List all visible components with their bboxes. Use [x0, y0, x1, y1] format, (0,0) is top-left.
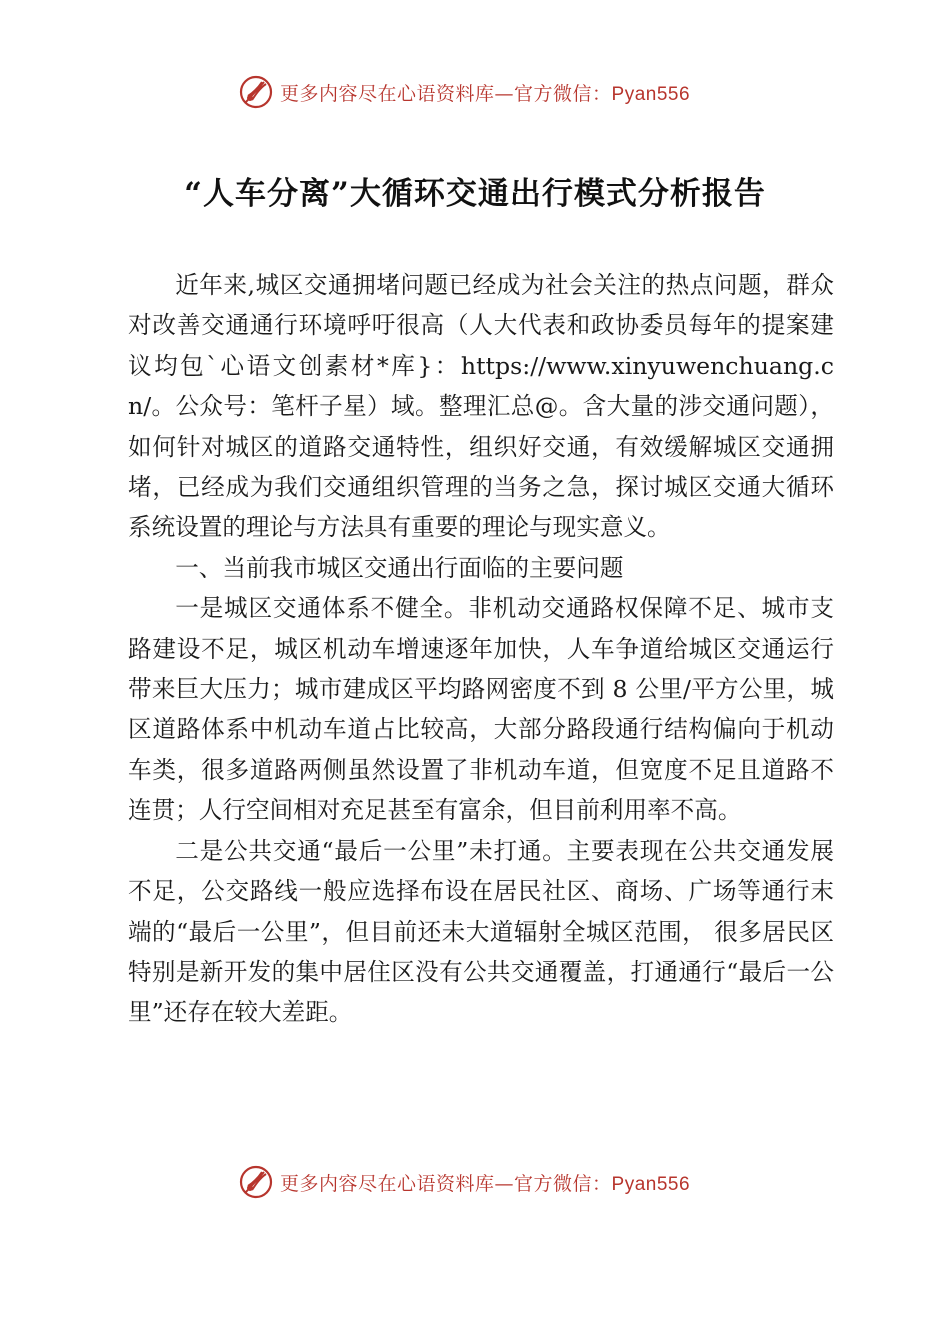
paragraph-intro: 近年来,城区交通拥堵问题已经成为社会关注的热点问题，群众对改善交通通行环境呼吁很高（人大代表和政协委员每年的提案建议均包`心语文创素材*库}：https://www.xinyuwenchuang.cn/。公众号：笔杆子星）域。整理汇总@。含大量的涉交通问题），如何针对城区的道路交通特性，组织好交通，有效缓解城区交通拥堵，已经成为我们交通组织管理的当务之急，探讨城区交通大循环系统设置的理论与方法具有重要的理论与现实意义。 — [128, 271, 834, 542]
wechat-id: Pyan556 — [611, 83, 691, 105]
quill-logo-icon — [238, 74, 274, 110]
quill-logo-icon — [238, 1164, 274, 1200]
header-banner — [238, 72, 690, 112]
section-heading: 一、当前我市城区交通出行面临的主要问题 — [175, 553, 624, 582]
paragraph-problem-2: 二是公共交通“最后一公里”未打通。主要表现在公共交通发展不足，公交路线一般应选择布设在居民社区、商场、广场等通行末端的“最后一公里”，但目前还未大道辐射全城区范围， 很多居民区特别是新开发的集中居住区没有公共交通覆盖，打通通行“最后一公里”还存在较大差距。 — [128, 836, 834, 1027]
paragraph-problem-1: 一是城区交通体系不健全。非机动交通路权保障不足、城市支路建设不足，城区机动车增速逐年加快，人车争道给城区交通运行带来巨大压力；城市建成区平均路网密度不到 8 公里/平方公里，城区道路体系中机动车道占比较高，大部分路段通行结构偏向于机动车类，很多道路两侧虽然设置了非机动车道，但宽度不足且道路不连贯；人行空间相对充足甚至有富余，但目前利用率不高。 — [128, 594, 834, 825]
page-title: “人车分离”大循环交通出行模式分析报告 — [184, 176, 766, 212]
document-body — [128, 265, 834, 1033]
banner-text: 更多内容尽在心语资料库—官方微信：Pyan556 — [280, 82, 691, 105]
banner-text: 更多内容尽在心语资料库—官方微信：Pyan556 — [280, 1172, 691, 1195]
wechat-id: Pyan556 — [611, 1173, 691, 1195]
footer-banner — [238, 1162, 690, 1202]
